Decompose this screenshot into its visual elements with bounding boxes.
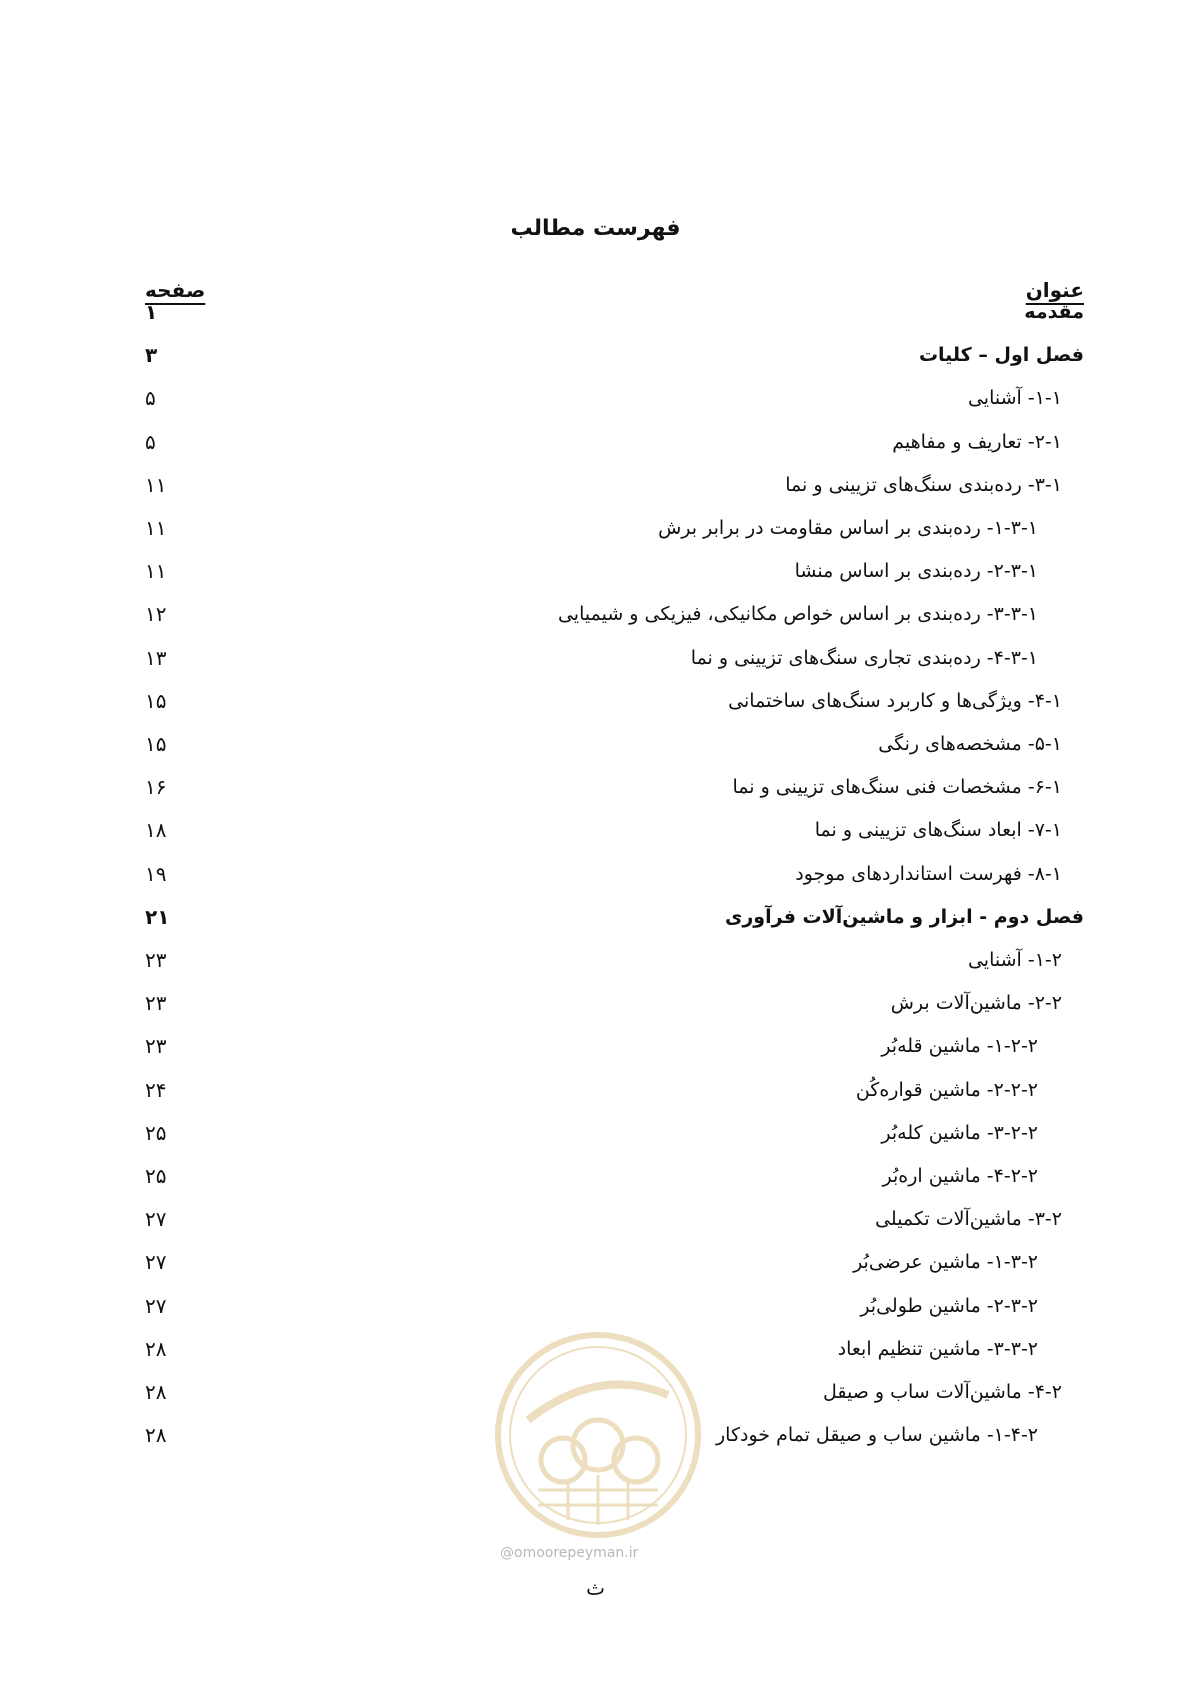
toc-row[interactable] — [145, 681, 1084, 721]
toc-entry-page: ۱۱ — [145, 516, 167, 540]
toc-entry-page: ۲۵ — [145, 1120, 167, 1145]
toc-entry-title: ۲-۲- ماشین‌آلات برش — [890, 992, 1062, 1015]
toc-entry-page: ۱۳ — [145, 645, 167, 670]
column-header-title: عنوان — [1025, 278, 1084, 302]
toc-entry-page: ۲۷ — [145, 1250, 167, 1275]
toc-entry-title: ۴-۱- ویژگی‌ها و کاربرد سنگ‌های ساختمانی — [728, 689, 1062, 712]
toc-entry-title: ۸-۱- فهرست استانداردهای موجود — [795, 862, 1062, 885]
toc-entry-page: ۲۷ — [145, 1293, 167, 1318]
toc-entry-title: ۲-۳-۲- ماشین طولی‌بُر — [860, 1294, 1038, 1317]
toc-entry-page: ۵ — [145, 386, 156, 411]
toc-entry-title: ۳-۲-۲- ماشین کله‌بُر — [881, 1121, 1038, 1144]
toc-entry-page: ۲۱ — [145, 904, 170, 929]
toc-entry-title: ۳-۳-۲- ماشین تنظیم ابعاد — [837, 1337, 1038, 1360]
toc-entry-title: فصل اول – کلیات — [918, 344, 1084, 367]
toc-entry-title: ۱-۳-۲- ماشین عرضی‌بُر — [853, 1251, 1038, 1274]
toc-entry-title: ۱-۳-۱- رده‌بندی بر اساس مقاومت در برابر برش — [658, 517, 1038, 539]
toc-entry-page: ۲۸ — [145, 1336, 167, 1361]
toc-entry-page: ۱۵ — [145, 688, 167, 713]
toc-entry-page: ۱۸ — [145, 818, 167, 843]
toc-entry-page: ۳ — [145, 343, 158, 368]
toc-entry-page: ۱۹ — [145, 861, 167, 886]
toc-entry-title: ۲-۳-۱- رده‌بندی بر اساس منشا — [794, 560, 1038, 583]
toc-entry-title: ۷-۱- ابعاد سنگ‌های تزیینی و نما — [814, 819, 1062, 842]
toc-entry-title: ۳-۳-۱- رده‌بندی بر اساس خواص مکانیکی، فیزیکی و شیمیایی — [557, 603, 1038, 626]
toc-entry-page: ۱۱ — [145, 472, 167, 497]
toc-row[interactable] — [145, 292, 1084, 332]
toc-row[interactable] — [145, 810, 1084, 850]
toc-row[interactable] — [145, 465, 1084, 505]
toc-entry-page: ۱۲ — [145, 602, 167, 627]
toc-row[interactable] — [145, 940, 1084, 980]
toc-entry-title: ۲-۲-۲- ماشین قواره‌کُن — [855, 1078, 1038, 1101]
toc-entry-page: ۲۷ — [145, 1207, 167, 1232]
toc-entry-page: ۲۸ — [145, 1423, 167, 1448]
toc-row[interactable] — [145, 1113, 1084, 1153]
toc-entry-page: ۱۶ — [145, 775, 167, 800]
toc-entry-title: ۴-۳-۱- رده‌بندی تجاری سنگ‌های تزیینی و نما — [690, 646, 1038, 669]
toc-row[interactable] — [145, 1199, 1084, 1239]
toc-row[interactable] — [145, 638, 1084, 678]
toc-entry-title: ۱-۴-۲- ماشین ساب و صیقل تمام خودکار — [716, 1424, 1038, 1447]
watermark-text: @omoorepeyman.ir — [500, 1545, 639, 1561]
toc-entry-title: ۲-۱- تعاریف و مفاهیم — [892, 430, 1062, 453]
toc-entry-page: ۱ — [145, 300, 158, 324]
toc-entry-page: ۲۳ — [145, 991, 167, 1016]
toc-entry-page: ۵ — [145, 429, 156, 454]
toc-entry-page: ۲۴ — [145, 1077, 167, 1102]
toc-entry-title: ۱-۲- آشنایی — [967, 949, 1062, 971]
page-title: فهرست مطالب — [510, 216, 681, 241]
toc-entry-page: ۲۳ — [145, 1034, 167, 1059]
toc-row[interactable] — [145, 767, 1084, 807]
toc-row[interactable] — [145, 724, 1084, 764]
toc-entry-title: ۳-۱- رده‌بندی سنگ‌های تزیینی و نما — [785, 473, 1062, 496]
toc-row[interactable] — [145, 1070, 1084, 1110]
toc-entry-title: ۵-۱- مشخصه‌های رنگی — [878, 733, 1062, 755]
toc-row[interactable] — [145, 983, 1084, 1023]
toc-row[interactable] — [145, 422, 1084, 462]
toc-row[interactable] — [145, 1242, 1084, 1282]
toc-entry-page: ۲۵ — [145, 1164, 167, 1188]
toc-row[interactable] — [145, 1286, 1084, 1326]
toc-row[interactable] — [145, 1026, 1084, 1066]
toc-entry-title: فصل دوم - ابزار و ماشین‌آلات فرآوری — [724, 905, 1084, 928]
toc-row[interactable] — [145, 594, 1084, 634]
toc-entry-page: ۱۱ — [145, 559, 167, 584]
toc-entry-title: ۴-۲-۲- ماشین اره‌بُر — [882, 1165, 1038, 1187]
toc-row[interactable] — [145, 1156, 1084, 1196]
toc-entry-title: ۴-۲- ماشین‌آلات ساب و صیقل — [822, 1381, 1062, 1403]
toc-entry-title: ۳-۲- ماشین‌آلات تکمیلی — [875, 1208, 1062, 1231]
toc-entry-page: ۱۵ — [145, 732, 167, 756]
toc-row[interactable] — [145, 335, 1084, 375]
toc-row[interactable] — [145, 551, 1084, 591]
toc-entry-page: ۲۳ — [145, 948, 167, 972]
column-header-page: صفحه — [145, 278, 206, 302]
toc-entry-title: ۱-۲-۲- ماشین قله‌بُر — [881, 1035, 1038, 1058]
watermark-seal-icon — [488, 1325, 708, 1545]
toc-row[interactable] — [145, 508, 1084, 548]
toc-entry-title: ۶-۱- مشخصات فنی سنگ‌های تزیینی و نما — [732, 776, 1062, 799]
toc-entry-page: ۲۸ — [145, 1380, 167, 1404]
toc-row[interactable] — [145, 897, 1084, 937]
toc-entry-title: ۱-۱- آشنایی — [967, 387, 1062, 410]
toc-row[interactable] — [145, 378, 1084, 418]
toc-entry-title: مقدمه — [1024, 301, 1084, 323]
page-number: ث — [586, 1576, 605, 1600]
toc-row[interactable] — [145, 854, 1084, 894]
